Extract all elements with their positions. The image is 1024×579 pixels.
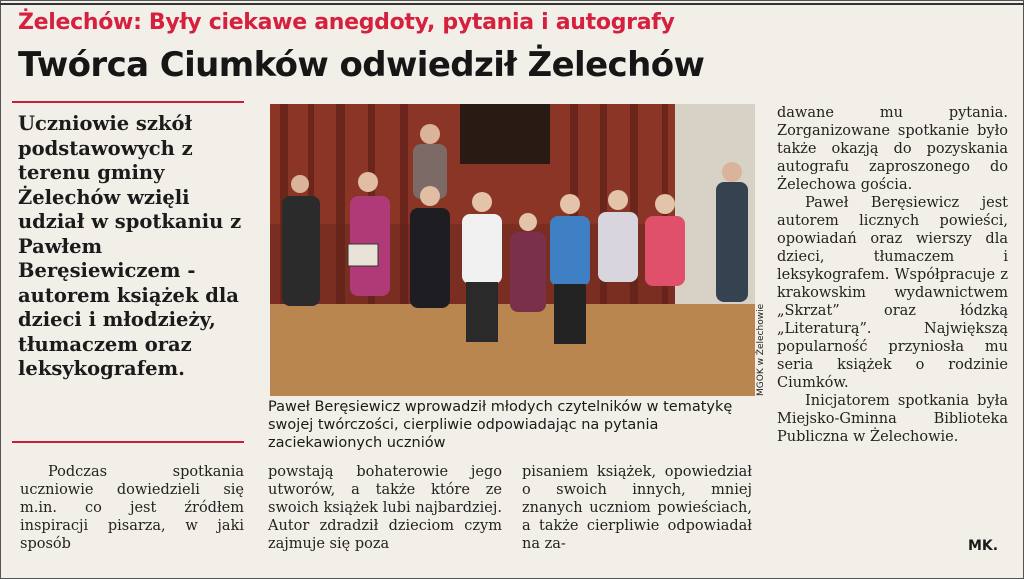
author-signature: MK. xyxy=(968,538,999,554)
lead-top-rule xyxy=(12,101,244,103)
body-paragraph: dawane mu pytania. Zorganizowane spotkanie było także okazją do pozyskania autografu zaproszonego do Żelechowa gościa. xyxy=(777,105,1008,193)
group-photo xyxy=(270,104,755,396)
body-paragraph: Inicjatorem spotkania była Miejsko-Gminna Biblioteka Publiczna w Żelechowie. xyxy=(777,393,1008,445)
group-photo-image xyxy=(270,104,755,396)
body-paragraph: Paweł Beręsiewicz jest autorem licznych powieści, opowiadań oraz wierszy dla dzieci, tłumaczem i leksykografem. Współpracuje z krakowskim wydawnictwem „Skrzat” oraz łódzką „Literaturą”. Największą popularność przyniosła mu seria książek o rodzinie Ciumków. xyxy=(777,195,1008,391)
body-column-3: pisaniem książek, opowiedział o swoich innych, mniej znanych uczniom powieściach, a także cierpliwie odpowiadał na za- xyxy=(522,464,752,552)
top-rule xyxy=(0,3,1024,5)
lead-paragraph: Uczniowie szkół podstawowych z terenu gminy Żelechów wzięli udział w spotkaniu z Pawłem Beręsiewiczem - autorem książek dla dzieci i młodzieży, tłumaczem oraz leksykografem. xyxy=(18,112,242,380)
photo-credit: MGOK w Żelechowie xyxy=(756,303,766,396)
kicker: Żelechów: Były ciekawe anegdoty, pytania i autografy xyxy=(18,10,675,35)
body-column-1: Podczas spotkania uczniowie dowiedzieli się m.in. co jest źródłem inspiracji pisarza, w jaki sposób xyxy=(20,464,244,552)
lead-bottom-rule xyxy=(12,441,244,443)
body-column-4 xyxy=(777,104,1008,446)
headline: Twórca Ciumków odwiedził Żelechów xyxy=(18,45,705,85)
body-column-2: powstają bohaterowie jego utworów, a także które ze swoich książek lubi najbardziej. Autor zdradził dzieciom czym zajmuje się poza xyxy=(268,464,502,552)
photo-caption: Paweł Beręsiewicz wprowadził młodych czytelników w tematykę swojej twórczości, cierpliwie odpowiadając na pytania zaciekawionych uczniów xyxy=(268,399,733,451)
